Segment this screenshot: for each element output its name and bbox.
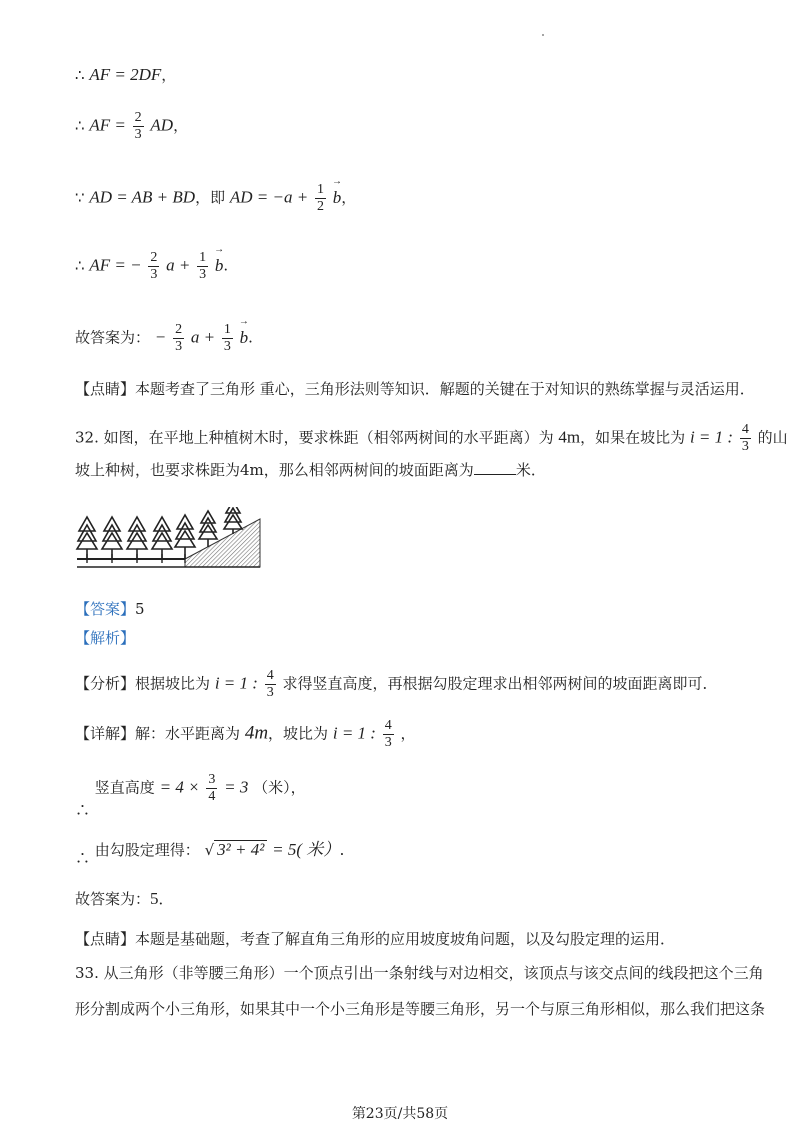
answer-line <box>75 322 253 355</box>
fraction <box>315 182 326 215</box>
xiangjie-row <box>75 718 416 751</box>
numerator: 2 <box>175 322 183 337</box>
numerator: 4 <box>741 422 749 437</box>
tree-2 <box>102 517 122 559</box>
fraction <box>148 250 159 283</box>
numerator: 1 <box>223 322 231 337</box>
fenxi-text: 求得竖直高度，再根据勾股定理求出相邻两树间的坡面距离即可． <box>282 674 718 693</box>
pythagoras-row <box>75 840 345 867</box>
numerator: 1 <box>316 182 324 197</box>
answer-value: 5 <box>135 600 145 618</box>
final-answer-row <box>75 890 174 907</box>
question-text: 米． <box>515 461 546 479</box>
slope-ratio: i = 1 : <box>214 673 258 693</box>
denominator: 3 <box>134 127 142 142</box>
numerator: 2 <box>150 250 158 265</box>
denominator: 3 <box>223 339 231 354</box>
punct: ， <box>161 66 177 84</box>
tree-5 <box>175 515 195 559</box>
answer-value: 5 <box>150 889 159 908</box>
fraction <box>265 668 276 701</box>
q32-line-1 <box>75 422 788 455</box>
pyth-text: 由勾股定理得： <box>94 841 200 859</box>
xiangjie-text: ， <box>400 724 416 743</box>
fraction <box>173 322 184 355</box>
xiangjie-text: 解：水平距离为 <box>135 724 241 743</box>
math-expr: = 5( 米）. <box>272 840 345 859</box>
xiangjie-tag: 【详解】 <box>75 724 136 743</box>
hill-slope <box>185 519 260 567</box>
denominator: 3 <box>384 735 392 750</box>
therefore-symbol: ∴ <box>75 800 91 819</box>
q33-line-2 <box>75 1002 765 1017</box>
spacing-value: 4m <box>558 427 581 447</box>
denominator: 3 <box>266 685 274 700</box>
fraction <box>222 322 233 355</box>
analysis-row <box>75 631 135 646</box>
answer-blank <box>474 460 516 475</box>
dianjing-text: 本题是基础题，考查了解直角三角形的应用坡度坡角问题，以及勾股定理的运用． <box>135 930 676 948</box>
answer-row <box>75 602 145 617</box>
unit-text: （米）， <box>253 778 306 797</box>
vector-b: → b <box>215 257 224 274</box>
dianjing-text: 本题考查了三角形 重心，三角形法则等知识．解题的关键在于对知识的熟练掌握与灵活运用． <box>135 380 755 398</box>
vector-expr: a + <box>166 255 191 275</box>
page-footer: 第23页/共58页 <box>351 1106 449 1122</box>
analysis-tag: 【解析】 <box>75 629 136 647</box>
spacing-value: 4m <box>244 722 269 744</box>
question-text: 形分割成两个小三角形，如果其中一个小三角形是等腰三角形，另一个与原三角形相似，那么我们把这条 <box>75 1000 766 1018</box>
answer-label: 故答案为： <box>75 328 151 347</box>
fraction <box>197 250 208 283</box>
numerator: 4 <box>384 718 392 733</box>
punct: . <box>223 256 229 275</box>
solution-line-3 <box>75 182 356 215</box>
solution-line-1 <box>75 66 176 83</box>
dianjing-row <box>75 932 675 947</box>
therefore-symbol: ∴ <box>75 116 85 135</box>
tree-slope-figure <box>75 507 265 573</box>
therefore-symbol: ∴ <box>75 66 85 84</box>
question-text: 的山 <box>757 428 788 447</box>
vector-expr: AF = − <box>89 255 142 275</box>
therefore-symbol: ∴ <box>75 849 91 867</box>
math-expr: − <box>154 327 167 347</box>
solution-line-4 <box>75 250 228 283</box>
answer-label: 故答案为： <box>75 890 151 908</box>
denominator: 3 <box>199 267 207 282</box>
numerator: 2 <box>134 110 142 125</box>
denominator: 3 <box>175 339 183 354</box>
punct: ， <box>173 116 189 135</box>
math-expr: = 3 <box>224 777 249 797</box>
height-text: 竖直高度 <box>94 778 155 797</box>
tree-6 <box>199 511 217 547</box>
denominator: 3 <box>741 439 749 454</box>
vector-b: → b <box>240 329 249 346</box>
therefore-symbol: ∴ <box>75 256 85 275</box>
punct: ． <box>158 890 174 908</box>
because-symbol: ∵ <box>75 188 85 207</box>
flat-trees <box>77 515 195 559</box>
tree-3 <box>127 517 147 559</box>
sqrt-content: 3² + 4² <box>214 840 267 858</box>
slope-ratio: i = 1 : <box>689 427 734 447</box>
question-text: 坡上种树，也要求株距为 <box>75 461 241 479</box>
answer-tag: 【答案】 <box>75 600 136 618</box>
height-row <box>75 772 306 819</box>
punct: . <box>248 328 253 347</box>
math-expr: AD <box>150 115 174 135</box>
spacing-value: 4m <box>240 461 264 479</box>
math-expr: = 4 × <box>159 777 200 797</box>
xiangjie-text: ，坡比为 <box>268 724 329 743</box>
vector-expr: AD = AB + BD <box>89 187 196 207</box>
connector-text: ，即 <box>195 188 226 207</box>
speck <box>542 34 544 36</box>
dianjing-line <box>75 382 755 397</box>
vector-expr: a + <box>190 327 216 347</box>
question-text: ，如果在坡比为 <box>580 428 686 447</box>
q32-line-2 <box>75 460 546 478</box>
q33-line-1 <box>75 966 764 981</box>
denominator: 2 <box>316 199 324 214</box>
punct: ， <box>341 188 357 207</box>
numerator: 3 <box>208 772 216 787</box>
vector-expr: AD = −a + <box>229 187 309 207</box>
numerator: 4 <box>266 668 274 683</box>
question-text: 32. 如图，在平地上种植树木时，要求株距（相邻两树间的水平距离）为 <box>75 428 554 447</box>
fraction <box>133 110 144 143</box>
fenxi-text: 根据坡比为 <box>135 674 211 693</box>
dianjing-tag: 【点睛】 <box>75 380 136 398</box>
tree-4 <box>152 517 172 559</box>
fraction <box>383 718 394 751</box>
fenxi-tag: 【分析】 <box>75 674 136 693</box>
denominator: 3 <box>150 267 158 282</box>
numerator: 1 <box>199 250 207 265</box>
denominator: 4 <box>208 789 216 804</box>
dianjing-tag: 【点睛】 <box>75 930 136 948</box>
math-expr: AF = 2DF <box>89 65 162 84</box>
slope-ratio: i = 1 : <box>332 723 376 743</box>
fraction <box>740 422 751 455</box>
question-text: ，那么相邻两树间的坡面距离为 <box>263 461 474 479</box>
vector-b: → b <box>333 189 342 206</box>
fenxi-row <box>75 668 718 701</box>
question-text: 33. 从三角形（非等腰三角形）一个顶点引出一条射线与对边相交，该顶点与该交点间的线段把这个三角 <box>75 964 764 982</box>
tree-1 <box>77 517 97 559</box>
solution-line-2 <box>75 110 188 143</box>
math-expr: AF = <box>89 115 126 135</box>
fraction <box>206 772 217 805</box>
sqrt-symbol: √ <box>204 841 215 859</box>
